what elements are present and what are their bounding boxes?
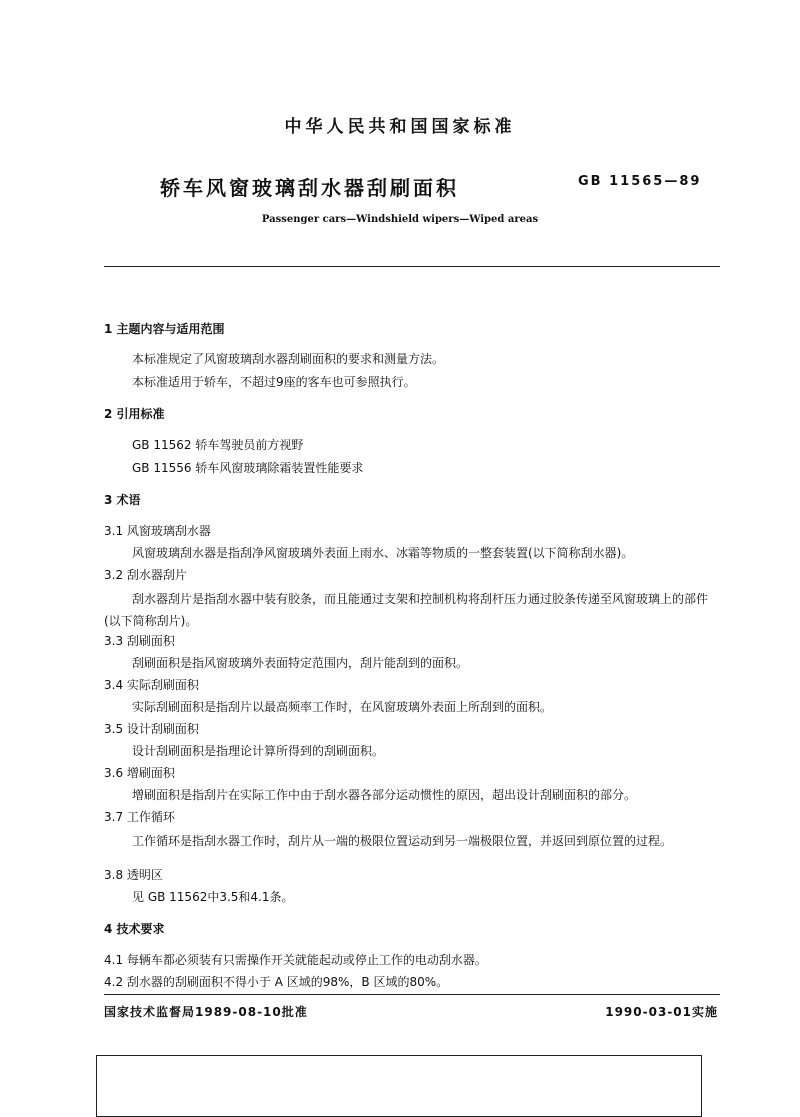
- section-1-heading: 1 主题内容与适用范围: [104, 322, 225, 336]
- term-3-7-definition: 工作循环是指刮水器工作时，刮片从一端的极限位置运动到另一端极限位置，并返回到原位置的过程。: [132, 834, 673, 848]
- section-3-heading: 3 术语: [104, 493, 141, 507]
- term-3-8-definition: 见 GB 11562中3.5和4.1条。: [132, 890, 294, 904]
- reference-gb11556: GB 11556 轿车风窗玻璃除霜装置性能要求: [132, 461, 364, 475]
- term-3-1-heading: 3.1 风窗玻璃刮水器: [104, 524, 211, 538]
- next-page-frame: [96, 1055, 702, 1117]
- term-3-7-heading: 3.7 工作循环: [104, 810, 175, 824]
- term-3-4-definition: 实际刮刷面积是指刮片以最高频率工作时，在风窗玻璃外表面上所刮到的面积。: [132, 700, 553, 714]
- requirement-4-2: 4.2 刮水器的刮刷面积不得小于 A 区域的98%，B 区域的80%。: [104, 975, 449, 989]
- term-3-3-definition: 刮刷面积是指风窗玻璃外表面特定范围内，刮片能刮到的面积。: [132, 656, 469, 670]
- implementation-date: 1990-03-01实施: [605, 1005, 718, 1019]
- standard-number: GB 11565—89: [578, 174, 702, 189]
- term-3-3-heading: 3.3 刮刷面积: [104, 634, 175, 648]
- term-3-5-definition: 设计刮刷面积是指理论计算所得到的刮刷面积。: [132, 744, 385, 758]
- section-1-paragraph-2: 本标准适用于轿车，不超过9座的客车也可参照执行。: [132, 375, 416, 389]
- reference-gb11562: GB 11562 轿车驾驶员前方视野: [132, 438, 304, 452]
- footer-divider: [104, 994, 720, 995]
- term-3-6-definition: 增刷面积是指刮片在实际工作中由于刮水器各部分运动惯性的原因，超出设计刮刷面积的部分。: [132, 788, 637, 802]
- section-1-paragraph-1: 本标准规定了风窗玻璃刮水器刮刷面积的要求和测量方法。: [132, 352, 445, 366]
- term-3-5-heading: 3.5 设计刮刷面积: [104, 722, 199, 736]
- term-3-8-heading: 3.8 透明区: [104, 868, 163, 882]
- approval-date: 国家技术监督局1989-08-10批准: [104, 1005, 308, 1019]
- document-title: 轿车风窗玻璃刮水器刮刷面积: [160, 176, 459, 200]
- requirement-4-1: 4.1 每辆车都必须装有只需操作开关就能起动或停止工作的电动刮水器。: [104, 953, 487, 967]
- term-3-6-heading: 3.6 增刷面积: [104, 766, 175, 780]
- header-divider: [104, 266, 720, 267]
- national-standard-heading: 中华人民共和国国家标准: [284, 117, 516, 137]
- section-2-heading: 2 引用标准: [104, 407, 165, 421]
- term-3-2-definition-line-1: 刮水器刮片是指刮水器中装有胶条，而且能通过支架和控制机构将刮杆压力通过胶条传递至风窗玻璃上的部件(以下简称刮片)。: [104, 592, 709, 628]
- english-title: Passenger cars—Windshield wipers—Wiped areas: [261, 214, 539, 225]
- section-4-heading: 4 技术要求: [104, 922, 165, 936]
- term-3-4-heading: 3.4 实际刮刷面积: [104, 678, 199, 692]
- term-3-1-definition: 风窗玻璃刮水器是指刮净风窗玻璃外表面上雨水、冰霜等物质的一整套装置(以下简称刮水器)。: [132, 546, 634, 560]
- term-3-2-heading: 3.2 刮水器刮片: [104, 568, 187, 582]
